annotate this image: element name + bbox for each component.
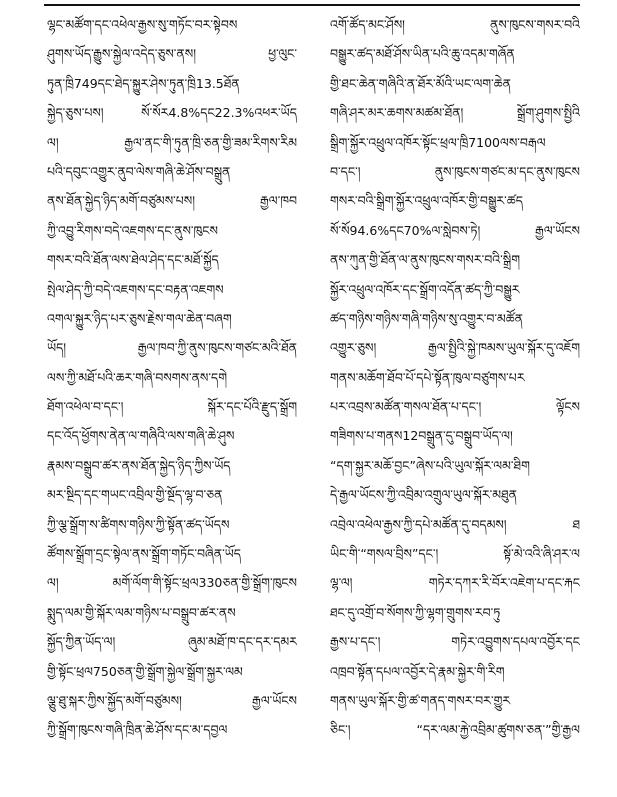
text-line: ཤུགས་ཡོད་རྒྱུས་སྐྱེལ་འདེད་ཅུས་ནས། ཕྱ་ལུང་ <box>47 46 297 62</box>
text-line: བ་དང་། ནུས་ཁུངས་གཙང་མ་དང་ནུས་ཁུངས <box>330 163 580 179</box>
left-column <box>47 10 297 745</box>
text-line: རྒྱས་པ་དང་། གཏེར་འབྱུགས་དཔལ་འབྱོར་དང <box>330 634 580 650</box>
text-line: འགོ་ཚོད་མང་ཤོས། ནུས་ཁུངས་གསར་བའི <box>330 17 580 32</box>
text-line: ལས་ཀྱི་མཐོ་པའི་ཆར་གཞི་བསགས་ནས་དགེ <box>47 369 228 385</box>
text-line: ཚོགས་སྒྲོག་དྲང་སྟེལ་ནས་སྒྲོག་གཏོང་བཞིན་ཡོད <box>47 546 241 562</box>
text-line: རྣམས་བསྒྲུབ་ཚར་ནས་ཐོན་སྐྱེད་ཉིད་ཀྱིས་ཡོད <box>47 457 231 473</box>
text-line: གྱི་སྟོང་ཕྲལ750ཅན་གྱི་སྒྲོག་སྐྱེལ་སྒྲོག་སྐྱར་ལམ <box>47 663 243 679</box>
right-column <box>330 10 580 745</box>
text-line: ཀྱི་འབྱུ་རིགས་བདེ་འཇགས་དང་ནུས་ཁུངས <box>47 222 218 238</box>
text-line: ཚད་གཉིས་གཉིས་གཞི་གཉིས་སུ་འགྱུར་བ་མཚོན <box>330 310 524 326</box>
text-line: འགྱུར་ཅུས། རྒྱལ་སྤྱིའི་སྐྱེ་ཁམས་ཡུལ་སྐོར་དུ་འཇོག <box>330 340 580 356</box>
text-line: ལྕུ་ཐུ་སྐར་ཀྱིས་སྐྱོད་མགོ་བཙུམས། རྒྱལ་ཡོངས <box>47 692 297 708</box>
text-line: འཁྲབ་སྟོན་དཔལ་འབྱོར་དེ་རྣམ་སྐྱེར་གི་རིག <box>330 663 505 679</box>
text-line: གནས་མཆོག་ཐོབ་པོ་དཔེ་སྟོན་ཁུལ་བཙུགས་པར <box>330 369 525 385</box>
text-line: བསྒྱུར་ཚད་མཐོ་ཤོས་ཡིན་པའི་ཆུ་འདམ་གཞོན <box>330 46 515 62</box>
text-line: གཟིགས་པ་གནས12བསྒྲུན་དུ་བསྒྲུབ་ཡོད་ལ། <box>330 428 513 444</box>
text-line: འབྲེལ་འཕེལ་རྒྱས་ཀྱི་དཔེ་མཚོན་དུ་བདམས། ཐ <box>330 516 580 532</box>
text-line: གྱི་ཐང་ཆེན་གཞིའི་ན་ཐོར་མོའི་ཡང་ལག་ཆེན <box>330 75 511 91</box>
text-line: སྐྱེད་ཅུས་པས། སོ་སོར4.8%དང22.3%འཕར་ཡོད <box>47 105 297 121</box>
text-line: ཅིང་། “དར་ལམ་རྐྱེ་འབྲིམ་ཚུགས་ཅན་”གྱི་རྒྱལ <box>330 722 580 738</box>
text-line: གསར་བའི་སྒྲིག་སྐྱོར་འཕྲུལ་འཁོར་གྱི་བསྒྱུར་ཚད <box>330 193 523 209</box>
text-line: ཡོད། རྒྱལ་ཁབ་ཀྱི་ནུས་ཁུངས་གཙང་མའི་ཐོན <box>47 340 297 356</box>
text-line: ཀྱི་སྒྲོག་ཁུངས་གཞི་ཁྲིན་ཆེ་ཤོས་དང་མ་དབྱལ <box>47 722 228 738</box>
text-line: སོ་སོ94.6%དང70%ལ་སླེབས་ཏེ། རྒྱལ་ཡོངས <box>330 222 580 238</box>
text-line: ཀྱི་ལྕ་སྒྲོག་ས་ཚིགས་གཉིས་ཀྱི་སྟོན་ཚད་ཡོདས <box>47 516 230 532</box>
text-line: ལ། མགོ་ལོག་གི་སྟོང་ཕྲལ330ཅན་གྱི་སྒྲོག་ཁུངས <box>47 575 297 591</box>
text-line: སྐྱོད་ཀྱིན་ཡོད་ལ། ཞུམ་མཐོ་ཁ་དང་དར་དམར <box>47 634 297 650</box>
text-line: དེ་རྒྱལ་ཡོངས་ཀྱི་འབྲིམ་འགྲུལ་ཡུལ་སྐོར་མཐུན <box>330 487 517 503</box>
text-line: ཡིང་གི་“གསལ་བྲིས”དང་། སྟོ་མེ་འའི་ཞི་ཤར་ལ <box>330 546 580 562</box>
text-line: པར་འབྲས་མཚོན་གསལ་ཐོན་པ་དང་། ལྟོངས <box>330 399 580 415</box>
top-rule <box>44 4 580 6</box>
text-line: མར་སྔིད་དང་གཡང་འབྲིལ་གྱི་སྔོད་ལྷ་བ་ཅན <box>47 487 223 503</box>
text-line: པའི་དབུང་འགྱུར་ནུབ་ལེས་གཞི་ཆེ་ཤོས་བསྒྲུན <box>47 163 231 179</box>
text-line: སྐྱོར་འཕྲུལ་འཁོར་དང་སྒྲོག་འདོན་ཚད་ཀྱི་བསྒྱུར <box>330 281 520 297</box>
text-line: ལ། རྒྱལ་ནང་གི་ཏུན་ཁྲི་ཅན་གྱི་ཟམ་རིགས་རིམ <box>47 134 297 150</box>
text-line: སྨུད་ལམ་གྱི་སྐོར་ལམ་གཉིས་པ་བསྒྲུབ་ཚར་ནས <box>47 604 236 620</box>
text-line: གཞི་ཤར་མར་ཆགས་མཚམ་ཐོན། སྒྲོག་ཤུགས་སྤྱིའི <box>330 105 580 121</box>
text-line: ཏུན་ཁྲི749དང་ཐེད་སྐྱུར་ཤེས་ཏུན་ཁྲི13.5ཐོན <box>47 75 240 91</box>
text-line: ཐོག་འཕེལ་བ་དང་། སྐོར་དང་པོའི་རྫུད་སྒྲོག <box>47 399 297 415</box>
text-line: ཐང་དུ་འགྲོ་བ་སོགས་ཀྱི་ལྷག་གྲུགས་རབ་ཏུ <box>330 604 501 620</box>
text-line: ནས་ཀུན་གྱི་ཐོན་ལ་ནུས་ཁུངས་གསར་བའི་སྒྲིག <box>330 252 521 268</box>
text-line: དང་འོད་ཕྱོགས་ནེན་ལ་གཞིའི་ལས་གཞི་ཆེ་ཤུས <box>47 428 235 444</box>
text-line: ལྷང་མཚོག་དང་འཕེལ་རྒྱས་སུ་གཏོང་བར་སྟེབས <box>47 17 238 32</box>
text-line: ལྷ་ལ། གཏེར་དཀར་རི་བོར་འཇེག་པ་དང་རྐང <box>330 575 580 591</box>
text-line: སྤེལ་ཤེད་ཀྱི་བདེ་འཇགས་དང་བརྟན་འཇགས <box>47 281 224 297</box>
text-line: གནས་ཡུལ་སྐོར་གྱི་ཚ་གནད་གསར་བར་གྱུར <box>330 692 511 708</box>
text-line: གསར་བའི་ཐོན་ལས་ཐེལ་ཤེད་དང་མཐོ་སྐྱོད <box>47 252 219 268</box>
text-line: ནས་ཐོན་སྐྱེད་ཉིད་མགོ་བཙུམས་པས། རྒྱལ་ཁབ <box>47 193 297 209</box>
text-line: སྒྲིག་སྐྱོར་འཕྲུལ་འཁོར་སྟོང་ཕྲལ་ཁྲི7100ལས་བརྒལ <box>330 134 546 150</box>
text-line: “དག་སྐྱར་མཆོ་བྱང”ཞེས་པའི་ཡུལ་སྐོར་ལམ་ཐིག <box>330 457 530 473</box>
text-line: འགལ་སྐྱུར་ཉིད་པར་ཅུས་རྗེས་གལ་ཆེན་བཞག <box>47 310 232 326</box>
